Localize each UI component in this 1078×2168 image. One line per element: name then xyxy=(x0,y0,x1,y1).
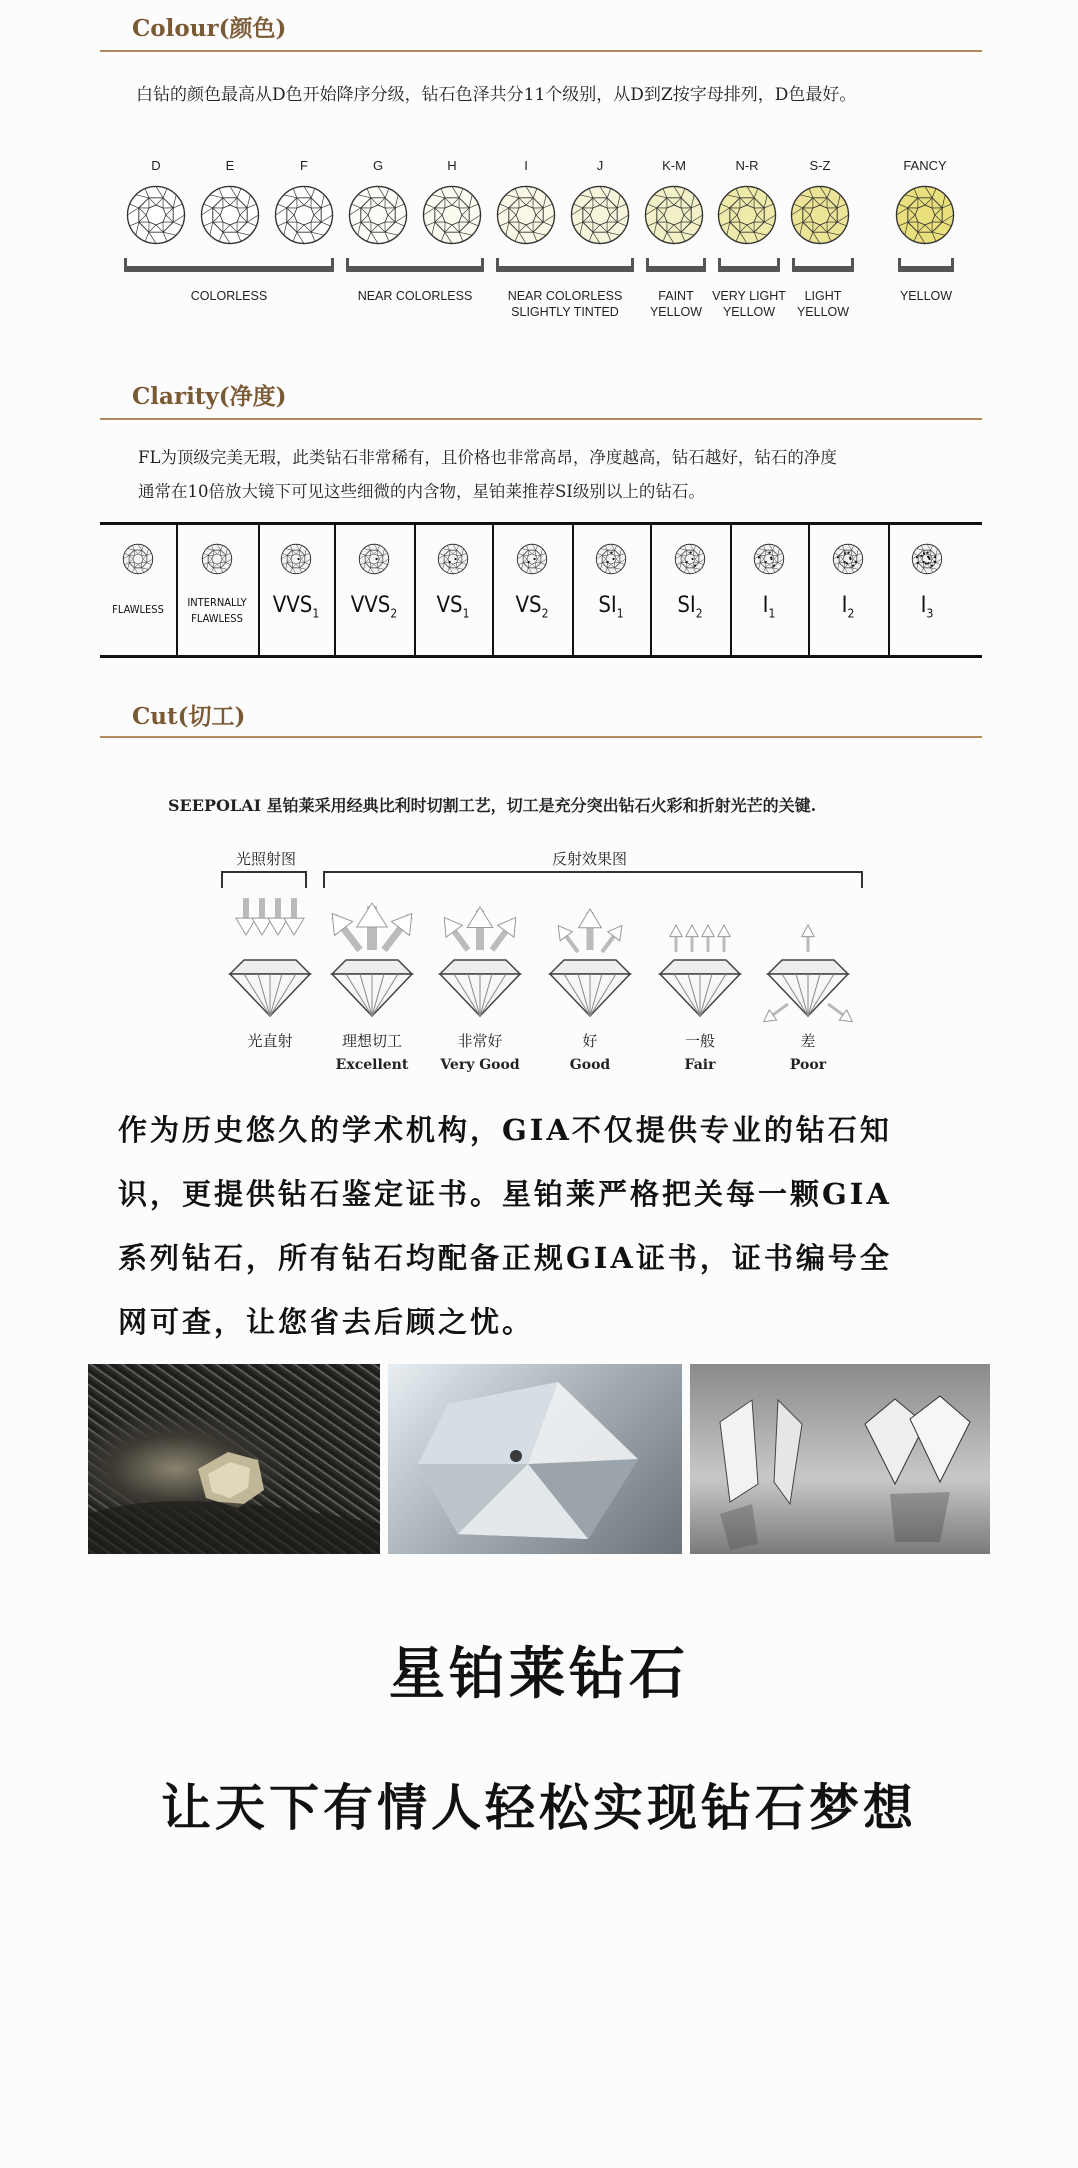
colour-diamond-icon xyxy=(789,184,851,250)
colour-bracket-light-yellow xyxy=(792,266,854,272)
clarity-grade-label: $I_3$ xyxy=(920,593,934,621)
cut-diagram-icon xyxy=(753,888,863,1028)
clarity-diamond-icon xyxy=(595,543,627,579)
clarity-grade-cell xyxy=(334,525,416,655)
colour-grade-label: FANCY xyxy=(903,158,947,173)
clarity-grade-cell xyxy=(176,525,260,655)
clarity-grade-cell xyxy=(808,525,890,655)
colour-group-label: NEAR COLORLESS xyxy=(357,289,473,303)
clarity-grade-label: FLAWLESS xyxy=(112,603,164,616)
colour-diamond-icon xyxy=(347,184,409,250)
colour-grade-label: S-Z xyxy=(809,158,831,173)
colour-grade-label: H xyxy=(447,158,457,173)
colour-bracket-near-colorless xyxy=(346,266,484,272)
clarity-grade-label: $VVS_2$ xyxy=(350,593,398,621)
clarity-grade-cell xyxy=(888,525,966,655)
reflection-diagram-header: 反射效果图 xyxy=(552,850,628,868)
rough-diamond-in-rock-photo xyxy=(88,1364,380,1554)
clarity-diamond-icon xyxy=(122,543,154,579)
cut-grade-label: 一般 Fair xyxy=(684,1032,716,1073)
clarity-divider xyxy=(100,418,982,420)
cut-grade-label: 光直射 xyxy=(247,1032,293,1050)
cut-grade-label: 差 Poor xyxy=(789,1032,827,1073)
clarity-section-title: Clarity(净度) xyxy=(132,383,287,410)
colour-diamond-icon xyxy=(125,184,187,250)
colour-bracket-faint-yellow xyxy=(646,266,706,272)
clarity-grade-label: $VS_2$ xyxy=(515,593,549,621)
cut-grade-label: 好 Good xyxy=(569,1032,611,1073)
clarity-grade-label: $SI_2$ xyxy=(677,593,703,621)
clarity-grade-cell xyxy=(650,525,732,655)
colour-grade-label: G xyxy=(372,158,384,173)
colour-diamond-icon xyxy=(199,184,261,250)
colour-grade-label: F xyxy=(300,158,308,173)
cut-section-title: Cut(切工) xyxy=(132,703,246,730)
colour-diamond-icon xyxy=(569,184,631,250)
clarity-grade-label: $I_1$ xyxy=(762,593,776,621)
colour-bracket-very-light-yellow xyxy=(718,266,780,272)
cut-divider xyxy=(100,736,982,738)
clarity-grade-cell xyxy=(414,525,494,655)
clarity-diamond-icon xyxy=(911,543,943,579)
cut-description: SEEPOLAI 星铂莱采用经典比利时切割工艺，切工是充分突出钻石火彩和折射光芒的关键. xyxy=(168,796,817,815)
clarity-grade-cell xyxy=(258,525,336,655)
gia-statement-line: 识，更提供钻石鉴定证书。星铂莱严格把关每一颗GIA xyxy=(118,1177,892,1211)
clarity-description-line1: FL为顶级完美无瑕，此类钻石非常稀有，且价格也非常高昂，净度越高，钻石越好，钻石的净度 xyxy=(138,448,837,467)
cut-diamonds-photo xyxy=(690,1364,990,1554)
gia-statement-line: 网可查，让您省去后顾之忧。 xyxy=(118,1305,535,1339)
cut-grade-label: 非常好 Very Good xyxy=(440,1032,520,1073)
clarity-diamond-icon xyxy=(437,543,469,579)
clarity-grade-label: INTERNALLY FLAWLESS xyxy=(187,596,247,625)
clarity-diamond-icon xyxy=(832,543,864,579)
colour-diamond-icon xyxy=(716,184,778,250)
colour-divider xyxy=(100,50,982,52)
colour-grade-label: J xyxy=(596,158,604,173)
colour-section-title: Colour(颜色) xyxy=(132,15,287,42)
colour-grade-label: E xyxy=(225,158,235,173)
colour-grade-label: K-M xyxy=(662,158,686,173)
cut-grade-label: 理想切工 Excellent xyxy=(335,1032,409,1073)
clarity-diamond-icon xyxy=(358,543,390,579)
clarity-description-line2: 通常在10倍放大镜下可见这些细微的内含物，星铂莱推荐SI级别以上的钻石。 xyxy=(138,482,705,501)
clarity-grade-label: $SI_1$ xyxy=(598,593,624,621)
clarity-diamond-icon xyxy=(674,543,706,579)
colour-grade-label: N-R xyxy=(735,158,759,173)
gia-statement-line: 系列钻石，所有钻石均配备正规GIA证书，证书编号全 xyxy=(118,1241,892,1275)
raw-crystal-diamond-photo xyxy=(388,1364,682,1554)
light-diagram-header: 光照射图 xyxy=(236,850,297,868)
colour-diamond-icon xyxy=(421,184,483,250)
clarity-grade-cell xyxy=(572,525,652,655)
clarity-diamond-icon xyxy=(201,543,233,579)
clarity-grade-table xyxy=(100,522,982,658)
colour-description: 白钻的颜色最高从D色开始降序分级，钻石色泽共分11个级别，从D到Z按字母排列，D色最好。 xyxy=(136,85,857,105)
colour-group-label: COLORLESS xyxy=(190,289,268,303)
clarity-grade-cell xyxy=(100,525,178,655)
colour-diamond-icon xyxy=(273,184,335,250)
colour-group-label: NEAR COLORLESS SLIGHTLY TINTED xyxy=(507,289,623,319)
clarity-grade-label: $I_2$ xyxy=(841,593,855,621)
clarity-diamond-icon xyxy=(753,543,785,579)
colour-group-label: VERY LIGHT YELLOW xyxy=(712,289,786,319)
clarity-grade-cell xyxy=(730,525,810,655)
brand-slogan: 让天下有情人轻松实现钻石梦想 xyxy=(161,1778,917,1837)
gia-statement xyxy=(118,1098,978,1354)
colour-grade-label: I xyxy=(524,158,528,173)
cut-diagram-icon xyxy=(317,888,427,1028)
cut-diagram-icon xyxy=(215,888,325,1028)
colour-group-label: YELLOW xyxy=(899,289,953,303)
cut-diagram-icon xyxy=(645,888,755,1028)
clarity-grade-label: $VVS_1$ xyxy=(272,593,320,621)
colour-diamond-icon xyxy=(894,184,956,250)
colour-group-label: LIGHT YELLOW xyxy=(796,289,850,319)
clarity-grade-label: $VS_1$ xyxy=(436,593,470,621)
colour-group-label: FAINT YELLOW xyxy=(649,289,703,319)
cut-diagram-icon xyxy=(425,888,535,1028)
colour-bracket-yellow xyxy=(898,266,954,272)
colour-bracket-near-colorless-tinted xyxy=(496,266,634,272)
brand-name: 星铂莱钻石 xyxy=(389,1641,689,1707)
clarity-grade-cell xyxy=(492,525,574,655)
clarity-diamond-icon xyxy=(516,543,548,579)
cut-diagram-icon xyxy=(535,888,645,1028)
colour-diamond-icon xyxy=(643,184,705,250)
colour-diamond-icon xyxy=(495,184,557,250)
colour-bracket-colorless xyxy=(124,266,334,272)
colour-grade-label: D xyxy=(151,158,161,173)
clarity-diamond-icon xyxy=(280,543,312,579)
gia-statement-line: 作为历史悠久的学术机构，GIA不仅提供专业的钻石知 xyxy=(118,1113,892,1147)
